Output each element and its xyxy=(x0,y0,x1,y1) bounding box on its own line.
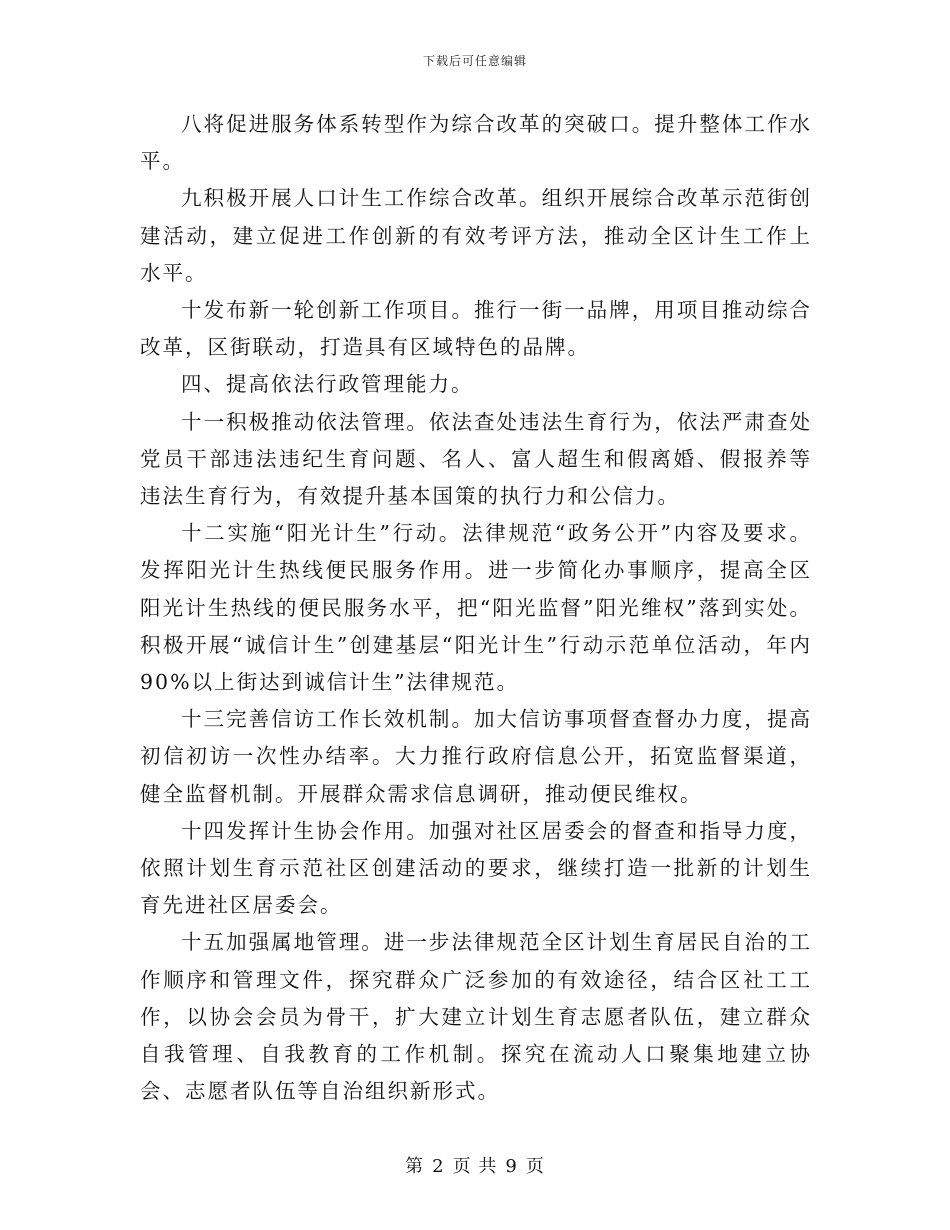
footer-suffix: 页 xyxy=(525,1156,545,1177)
footer-prefix: 第 xyxy=(405,1156,425,1177)
paragraph-10: 十发布新一轮创新工作项目。推行一街一品牌，用项目推动综合改革，区街联动，打造具有区域特色的品牌。 xyxy=(140,298,812,360)
paragraph-12: 十二实施“阳光计生”行动。法律规范“政务公开”内容及要求。发挥阳光计生热线便民服务作用。进一步简化办事顺序，提高全区阳光计生热线的便民服务水平，把“阳光监督”阳光维权”落到实处。积极开展“诚信计生”创建基层“阳光计生”行动示范单位活动，年内90%以上街达到诚信计生”法律规范。 xyxy=(140,521,812,695)
current-page-number: 2 xyxy=(432,1156,445,1177)
paragraph-8: 八将促进服务体系转型作为综合改革的突破口。提升整体工作水平。 xyxy=(140,112,812,174)
paragraph-15: 十五加强属地管理。进一步法律规范全区计划生育居民自治的工作顺序和管理文件，探究群众广泛参加的有效途径，结合区社工工作，以协会会员为骨干，扩大建立计划生育志愿者队伍，建立群众自我管理、自我教育的工作机制。探究在流动人口聚集地建立协会、志愿者队伍等自治组织新形式。 xyxy=(140,930,812,1104)
paragraph-9: 九积极开展人口计生工作综合改革。组织开展综合改革示范街创建活动，建立促进工作创新的有效考评方法，推动全区计生工作上水平。 xyxy=(140,186,812,285)
total-page-count: 9 xyxy=(505,1156,518,1177)
paragraph-11: 十一积极推动依法管理。依法查处违法生育行为，依法严肃查处党员干部违法违纪生育问题、名人、富人超生和假离婚、假报养等违法生育行为，有效提升基本国策的执行力和公信力。 xyxy=(140,409,812,509)
section-heading-4: 四、提高依法行政管理能力。 xyxy=(181,372,474,397)
page-header: 下载后可任意编辑 xyxy=(422,54,527,68)
document-body xyxy=(140,106,812,1110)
paragraph-13: 十三完善信访工作长效机制。加大信访事项督查督办力度，提高初信初访一次性办结率。大力推行政府信息公开，拓宽监督渠道，健全监督机制。开展群众需求信息调研，推动便民维权。 xyxy=(140,707,812,806)
page-number-footer xyxy=(0,1152,950,1178)
paragraph-14: 十四发挥计生协会作用。加强对社区居委会的督查和指导力度，依照计划生育示范社区创建活动的要求，继续打造一批新的计划生育先进社区居委会。 xyxy=(140,818,812,918)
footer-middle: 页 共 xyxy=(452,1156,498,1177)
